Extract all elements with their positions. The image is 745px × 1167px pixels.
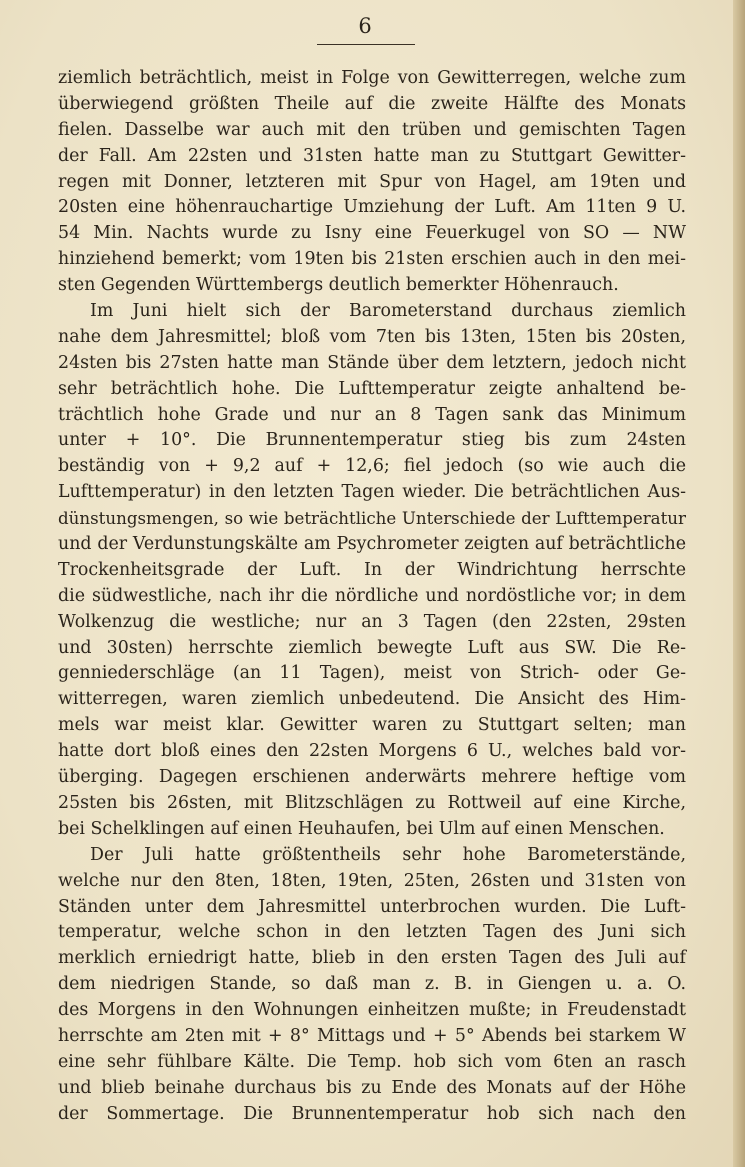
text-line: und blieb beinahe durchaus bis zu Ende des Monats auf der Höhe <box>58 1077 686 1098</box>
text-line: ziemlich beträchtlich, meist in Folge von Gewitterregen, welche zum <box>58 68 686 88</box>
page-number: 6 <box>358 14 372 38</box>
text-line: herrschte am 2ten mit + 8° Mittags und + 5° Abends bei starkem W <box>58 1025 686 1046</box>
text-body <box>58 66 686 1128</box>
text-line: 25sten bis 26sten, mit Blitzschlägen zu Rottweil auf eine Kirche, <box>58 792 686 813</box>
text-line: sten Gegenden Württembergs deutlich bemerkter Höhenrauch. <box>58 275 619 296</box>
text-line: Im Juni hielt sich der Barometerstand durchaus ziemlich <box>90 301 686 322</box>
text-line: dem niedrigen Stande, so daß man z. B. in Giengen u. a. O. <box>58 974 686 995</box>
text-line: der Sommertage. Die Brunnentemperatur hob sich nach den <box>58 1103 686 1124</box>
text-line: Wolkenzug die westliche; nur an 3 Tagen (den 22sten, 29sten <box>58 611 686 632</box>
text-line: und der Verdunstungskälte am Psychrometer zeigten auf beträchtliche <box>58 534 686 555</box>
page-edge <box>733 0 745 1167</box>
text-line: unter + 10°. Die Brunnentemperatur stieg bis zum 24sten <box>58 430 686 451</box>
text-line: mels war meist klar. Gewitter waren zu Stuttgart selten; man <box>58 715 686 736</box>
text-line: Trockenheitsgrade der Luft. In der Windrichtung herrschte <box>58 559 686 580</box>
text-line: hatte dort bloß eines den 22sten Morgens 6 U., welches bald vor- <box>58 741 686 762</box>
text-line: überging. Dagegen erschienen anderwärts mehrere heftige vom <box>58 767 686 788</box>
text-line: Lufttemperatur) in den letzten Tagen wieder. Die beträchtlichen Aus- <box>58 482 686 503</box>
text-line: die südwestliche, nach ihr die nördliche und nordöstliche vor; in dem <box>58 585 686 606</box>
text-line: hinziehend bemerkt; vom 19ten bis 21sten erschien auch in den mei- <box>58 249 686 270</box>
text-line: genniederschläge (an 11 Tagen), meist von Strich- oder Ge- <box>58 663 686 684</box>
text-line: welche nur den 8ten, 18ten, 19ten, 25ten, 26sten und 31sten von <box>58 870 686 891</box>
text-line: dünstungsmengen, so wie beträchtliche Unterschiede der Lufttemperatur <box>58 509 686 529</box>
text-line: temperatur, welche schon in den letzten Tagen des Juni sich <box>58 922 686 943</box>
header-rule <box>317 44 415 45</box>
text-line: merklich erniedrigt hatte, blieb in den ersten Tagen des Juli auf <box>58 948 686 969</box>
text-line: beständig von + 9,2 auf + 12,6; fiel jedoch (so wie auch die <box>58 456 686 477</box>
text-line: 24sten bis 27sten hatte man Stände über dem letztern, jedoch nicht <box>58 352 686 373</box>
text-line: der Fall. Am 22sten und 31sten hatte man zu Stuttgart Gewitter- <box>58 145 686 166</box>
text-line: sehr beträchtlich hohe. Die Lufttemperatur zeigte anhaltend be- <box>58 378 686 399</box>
text-line: Ständen unter dem Jahresmittel unterbrochen wurden. Die Luft- <box>58 896 686 917</box>
text-line: des Morgens in den Wohnungen einheitzen mußte; in Freudenstadt <box>58 1000 686 1021</box>
text-line: eine sehr fühlbare Kälte. Die Temp. hob sich vom 6ten an rasch <box>58 1051 686 1072</box>
text-line: regen mit Donner, letzteren mit Spur von Hagel, am 19ten und <box>58 171 686 192</box>
text-line: überwiegend größten Theile auf die zweite Hälfte des Monats <box>58 93 686 114</box>
text-line: bei Schelklingen auf einen Heuhaufen, bei Ulm auf einen Menschen. <box>58 818 665 839</box>
text-line: 54 Min. Nachts wurde zu Isny eine Feuerkugel von SO — NW <box>58 223 686 244</box>
text-line: witterregen, waren ziemlich unbedeutend. Die Ansicht des Him- <box>58 689 686 710</box>
text-line: trächtlich hohe Grade und nur an 8 Tagen sank das Minimum <box>58 404 686 425</box>
text-line: 20sten eine höhenrauchartige Umziehung der Luft. Am 11ten 9 U. <box>58 197 686 218</box>
text-line: fielen. Dasselbe war auch mit den trüben und gemischten Tagen <box>58 119 686 140</box>
text-line: und 30sten) herrschte ziemlich bewegte Luft aus SW. Die Re- <box>58 637 686 658</box>
text-line: Der Juli hatte größtentheils sehr hohe Barometerstände, <box>90 844 686 865</box>
text-line: nahe dem Jahresmittel; bloß vom 7ten bis 13ten, 15ten bis 20sten, <box>58 326 686 347</box>
